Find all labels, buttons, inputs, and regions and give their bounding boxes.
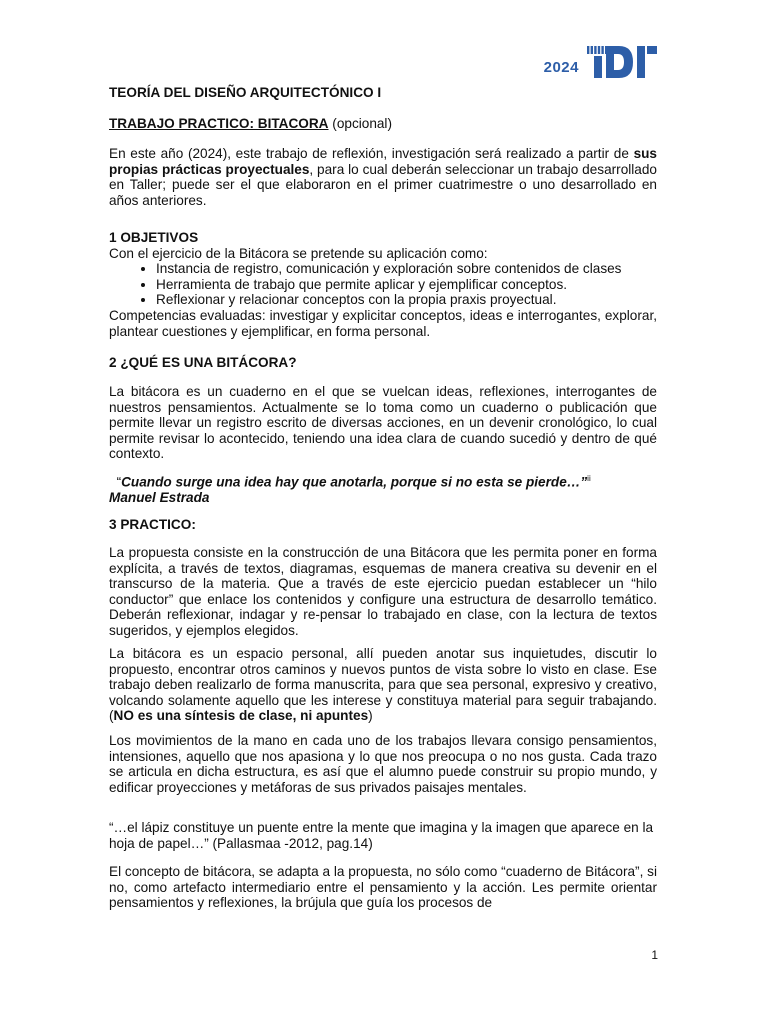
quote-footnote-ref: ii [587,474,591,483]
objectives-list [109,261,657,308]
quote-text [109,471,657,490]
section-objetivos [109,230,657,339]
practice-subtitle [109,116,392,132]
competencias-text: Competencias evaluadas: investigar y explicitar conceptos, ideas e interrogantes, explorar, plantear cuestiones y ejemplificar, en forma personal. [109,307,657,339]
section-1-title: 1 OBJETIVOS [109,230,199,245]
page-number: 1 [651,948,658,962]
logo-year: 2024 [543,59,579,76]
p2-text-a: La bitácora es un espacio personal, allí pueden anotar sus inquietudes, discutir lo propuesto, encontrar otros caminos y nuevos puntos de vista sobre lo visto en clase. Ese trabajo deben realizarlo de forma manuscrita, para que sea personal, expresivo y creativo, volcando solamente aquello que les interese y constituya material para seguir trabajando. ( [109,646,657,724]
intro-paragraph [109,146,657,208]
subtitle-optional: (opcional) [328,116,392,131]
section-3-paragraph-1: La propuesta consiste en la construcción de una Bitácora que les permita poner en forma explícita, a través de textos, diagramas, esquemas de manera creativa su devenir en el transcurso de la materia. Que a través de este ejercicio puedan establecer un “hilo conductor” que enlace los contenidos y configure una estructura de desarrollo temático. Deberán reflexionar, indagar y re-pensar lo trabajado en clase, con la lectura de textos sugeridos, y ejemplos elegidos. [109,545,657,638]
intro-bold: sus propias prácticas proyectuales [109,146,657,177]
idi-logo-icon [587,46,657,78]
subtitle-main: TRABAJO PRACTICO: BITACORA [109,116,329,131]
quote-body: Cuando surge una idea hay que anotarla, porque si no esta se pierde…” [121,474,588,490]
section-3-paragraph-3: Los movimientos de la mano en cada uno de los trabajos llevara consigo pensamientos, intensiones, aquello que nos apasiona y lo que nos preocupa o no nos gusta. Cada trazo se articula en dicha estructura, es así que el alumno puede construir su propio mundo, y edificar proyecciones y metáforas de sus privados paisajes mentales. [109,733,657,795]
p2-text-c: ) [368,708,373,724]
section-1-lead: Con el ejercicio de la Bitácora se pretende su aplicación como: [109,245,488,261]
header-logo [544,46,657,78]
p2-bold: NO es una síntesis de clase, ni apuntes [113,708,369,724]
section-3-paragraph-5: El concepto de bitácora, se adapta a la propuesta, no sólo como “cuaderno de Bitácora”, si no, como artefacto intermediario entre el pensamiento y la acción. Les permite orientar pensamientos y reflexiones, la brújula que guía los procesos de [109,864,657,911]
intro-text-a: En este año (2024), este trabajo de reflexión, investigación será realizado a partir de [109,146,634,161]
section-2-title: 2 ¿QUÉ ES UNA BITÁCORA? [109,355,297,370]
section-2-paragraph: La bitácora es un cuaderno en el que se vuelcan ideas, reflexiones, interrogantes de nuestros pensamientos. Actualmente se lo toma como un cuaderno o publicación que permite llevar un registro escrito de diversas acciones, en un devenir cronológico, lo cual permite revisar lo acontecido, teniendo una idea clara de cuando sucedió y dentro de qué contexto. [109,384,657,462]
list-item: • Instancia de registro, comunicación y exploración sobre contenidos de clases [156,261,657,277]
list-item: • Reflexionar y relacionar conceptos con la propia praxis proyectual. [156,292,657,308]
quote-block [109,471,657,506]
section-3-title: 3 PRACTICO: [109,517,196,532]
document-title: TEORÍA DEL DISEÑO ARQUITECTÓNICO I [109,85,382,100]
section-3-paragraph-2 [109,646,657,724]
pallasmaa-quote: “…el lápiz constituye un puente entre la mente que imagina y la imagen que aparece en la hoja de papel…” (Pallasmaa -2012, pag.14) [109,820,654,851]
quote-open-mark: “ [116,474,122,490]
list-item: • Herramienta de trabajo que permite aplicar y ejemplificar conceptos. [156,277,657,293]
intro-text-b: , para lo cual deberán seleccionar un trabajo desarrollado en Taller; puede ser el que elaboraron en el primer cuatrimestre o uno desarrollado en años anteriores. [109,161,657,208]
quote-author: Manuel Estrada [109,490,210,506]
